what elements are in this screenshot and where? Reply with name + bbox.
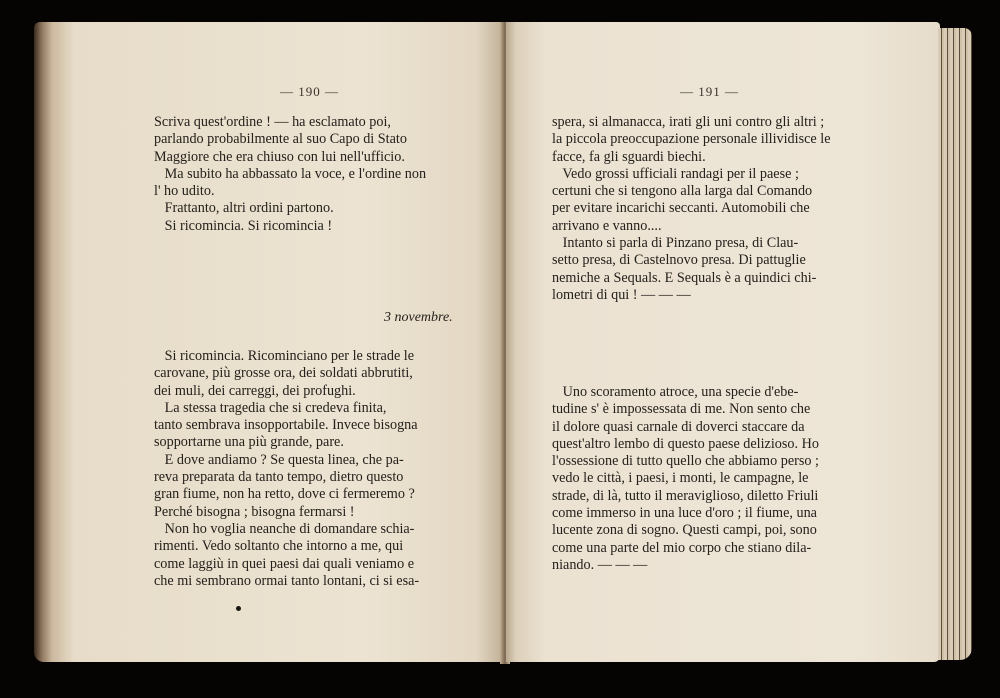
right-page — [506, 22, 940, 662]
text-line: lometri di qui ! — — — — [552, 286, 691, 303]
text-line: spera, si almanacca, irati gli uni contro gli altri ; — [552, 114, 825, 130]
left-page-number: — 190 — — [280, 84, 339, 99]
page-edges — [938, 28, 972, 660]
text-line: carovane, più grosse ora, dei soldati abbrutiti, — [154, 365, 413, 382]
text-line: per evitare incarichi seccanti. Automobili che — [552, 200, 810, 217]
text-line: Ma subito ha abbassato la voce, e l'ordine non — [154, 165, 427, 182]
text-line: Perché bisogna ; bisogna fermarsi ! — [154, 503, 355, 520]
text-line: rimenti. Vedo soltanto che intorno a me, qui — [154, 538, 404, 555]
text-line: La stessa tragedia che si credeva finita, — [154, 399, 387, 416]
text-line: nemiche a Sequals. E Sequals è a quindici chi- — [552, 269, 817, 286]
ink-dot — [236, 606, 241, 611]
text-line: Frattanto, altri ordini partono. — [154, 200, 334, 217]
text-line: certuni che si tengono alla larga dal Comando — [552, 183, 813, 200]
text-line: E dove andiamo ? Se questa linea, che pa- — [154, 451, 404, 468]
right-page-bottom-text — [552, 384, 819, 574]
text-line: sopportarne una più grande, pare. — [154, 434, 344, 451]
text-line: come una parte del mio corpo che stiano dila- — [552, 539, 812, 556]
text-line: Uno scoramento atroce, una specie d'ebe- — [552, 384, 799, 400]
text-line: Vedo grossi ufficiali randagi per il paese ; — [552, 165, 799, 182]
text-line: tudine s' è impossessata di me. Non sento che — [552, 401, 811, 418]
left-page-top-text — [154, 114, 426, 235]
right-page-number: — 191 — — [680, 84, 739, 99]
text-line: niando. — — — — [552, 556, 648, 573]
text-line: setto presa, di Castelnovo presa. Di pattuglie — [552, 252, 806, 269]
text-line: Si ricomincia. Si ricomincia ! — [154, 217, 333, 234]
text-line: reva preparata da tanto tempo, dietro questo — [154, 469, 404, 486]
text-line: vedo le città, i paesi, i monti, le campagne, le — [552, 470, 809, 487]
left-page-bottom-text — [154, 348, 419, 590]
text-line: arrivano e vanno.... — [552, 217, 662, 234]
text-line: Non ho voglia neanche di domandare schia- — [154, 520, 415, 537]
diary-date: 3 novembre. — [384, 310, 453, 325]
text-line: gran fiume, non ha retto, dove ci fermeremo ? — [154, 486, 415, 503]
left-page — [34, 22, 504, 662]
text-line: Maggiore che era chiuso con lui nell'ufficio. — [154, 148, 405, 165]
open-book — [34, 22, 972, 670]
text-line: Intanto si parla di Pinzano presa, di Clau- — [552, 235, 799, 252]
text-line: strade, di là, tutto il meraviglioso, diletto Friuli — [552, 487, 819, 504]
right-page-top-text — [552, 114, 831, 304]
text-line: come immerso in una luce d'oro ; il fiume, una — [552, 505, 817, 522]
text-line: come laggiù in quei paesi dai quali veniamo e — [154, 555, 415, 572]
text-line: l' ho udito. — [154, 183, 215, 200]
text-line: parlando probabilmente al suo Capo di Stato — [154, 131, 407, 148]
text-line: Si ricomincia. Ricominciano per le strade le — [154, 348, 415, 364]
text-line: dei muli, dei carreggi, dei profughi. — [154, 382, 356, 399]
text-line: l'ossessione di tutto quello che abbiamo perso ; — [552, 453, 819, 470]
text-line: facce, fa gli sguardi biechi. — [552, 148, 706, 165]
text-line: quest'altro lembo di questo paese delizioso. Ho — [552, 435, 819, 452]
text-line: che mi sembrano ormai tanto lontani, ci si esa- — [154, 572, 420, 589]
text-line: lucente zona di sogno. Questi campi, poi, sono — [552, 522, 817, 539]
text-line: la piccola preoccupazione personale illividisce le — [552, 131, 831, 148]
text-line: il dolore quasi carnale di doverci staccare da — [552, 418, 805, 435]
text-line: Scriva quest'ordine ! — ha esclamato poi, — [154, 114, 391, 130]
text-line: tanto sembrava insopportabile. Invece bisogna — [154, 417, 418, 434]
